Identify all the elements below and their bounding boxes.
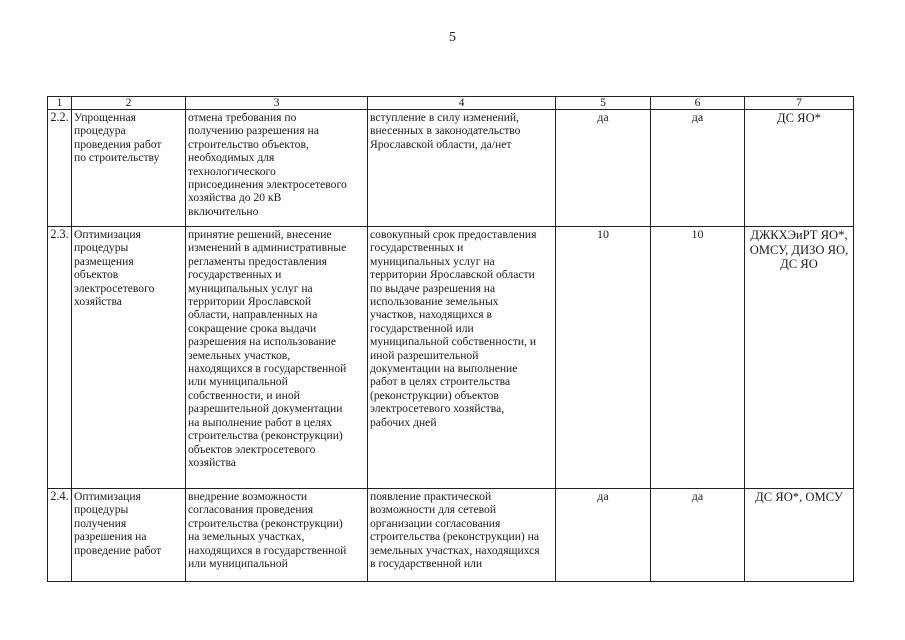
measure-name-text: Упрощенная процедура проведения работ по строительству xyxy=(74,111,162,165)
measure-indicator xyxy=(368,110,556,227)
col6-value-text: 10 xyxy=(691,227,704,241)
col6-value-text: да xyxy=(691,110,704,124)
col5-value xyxy=(556,110,651,227)
responsible xyxy=(745,110,854,227)
col6-value xyxy=(651,110,745,227)
measure-action xyxy=(186,489,368,582)
responsible-text: ДС ЯО*, ОМСУ xyxy=(755,490,843,504)
col6-value xyxy=(651,227,745,489)
measure-action-text: отмена требования по получению разрешения на строительство объектов, необходимых для технологического присоединения электросетевого хозяйства до 20 кВ включительно xyxy=(188,111,347,218)
row-number xyxy=(48,110,72,227)
row-number xyxy=(48,489,72,582)
measure-indicator-text: появление практической возможности для сетевой организации согласования строительства (реконструкции) на земельных участках, находящихся в государственной или xyxy=(370,490,540,571)
table-row xyxy=(48,227,854,489)
measure-name-text: Оптимизация процедуры размещения объектов электросетевого хозяйства xyxy=(74,228,155,309)
col5-value-text: да xyxy=(597,110,609,124)
header-cell: 2 xyxy=(72,97,186,110)
measure-indicator xyxy=(368,227,556,489)
row-number-text: 2.2. xyxy=(50,110,69,124)
col6-value-text: да xyxy=(691,489,704,503)
table-row xyxy=(48,110,854,227)
header-cell: 7 xyxy=(745,97,854,110)
row-number-text: 2.3. xyxy=(50,227,69,241)
header-cell: 6 xyxy=(651,97,745,110)
page-number: 5 xyxy=(449,30,456,45)
measure-indicator-text: совокупный срок предоставления государственных и муниципальных услуг на территории Ярославской области по выдаче разрешения на использование земельных участков, находящихся в государственной или муниципальной собственности, и иной разрешительной документации на выполнение работ в целях строительства (реконструкции) объектов электросетевого хозяйства, рабочих дней xyxy=(370,228,537,429)
header-cell: 3 xyxy=(186,97,368,110)
header-cell: 1 xyxy=(48,97,72,110)
measures-table xyxy=(47,96,854,582)
measure-action xyxy=(186,227,368,489)
measure-name xyxy=(72,227,186,489)
row-number-text: 2.4. xyxy=(50,489,69,503)
col5-value xyxy=(556,227,651,489)
col5-value-text: да xyxy=(597,489,609,503)
measure-action-text: принятие решений, внесение изменений в административные регламенты предоставления государственных и муниципальных услуг на территории Ярославской области, направленных на сокращение срока выдачи разрешения на использование земельных участков, находящихся в государственной или муниципальной собственности, и иной разрешительной документации на выполнение работ в целях строительства (реконструкции) объектов электросетевого хозяйства xyxy=(188,228,347,469)
measure-indicator xyxy=(368,489,556,582)
header-cell: 5 xyxy=(556,97,651,110)
measure-name xyxy=(72,489,186,582)
measure-action xyxy=(186,110,368,227)
measure-indicator-text: вступление в силу изменений, внесенных в законодательство Ярославской области, да/нет xyxy=(370,111,521,151)
responsible-text: ДС ЯО* xyxy=(777,111,821,125)
measure-name-text: Оптимизация процедуры получения разрешения на проведение работ xyxy=(74,490,162,557)
table-row xyxy=(48,489,854,582)
measure-action-text: внедрение возможности согласования проведения строительства (реконструкции) на земельных участках, находящихся в государственной или муниципальной xyxy=(188,490,347,571)
header-cell: 4 xyxy=(368,97,556,110)
measure-name xyxy=(72,110,186,227)
responsible-text: ДЖКХЭиРТ ЯО*, ОМСУ, ДИЗО ЯО, ДС ЯО xyxy=(749,228,849,271)
row-number xyxy=(48,227,72,489)
col5-value xyxy=(556,489,651,582)
col5-value-text: 10 xyxy=(597,227,609,241)
responsible xyxy=(745,489,854,582)
col6-value xyxy=(651,489,745,582)
responsible xyxy=(745,227,854,489)
header-row xyxy=(48,97,854,110)
